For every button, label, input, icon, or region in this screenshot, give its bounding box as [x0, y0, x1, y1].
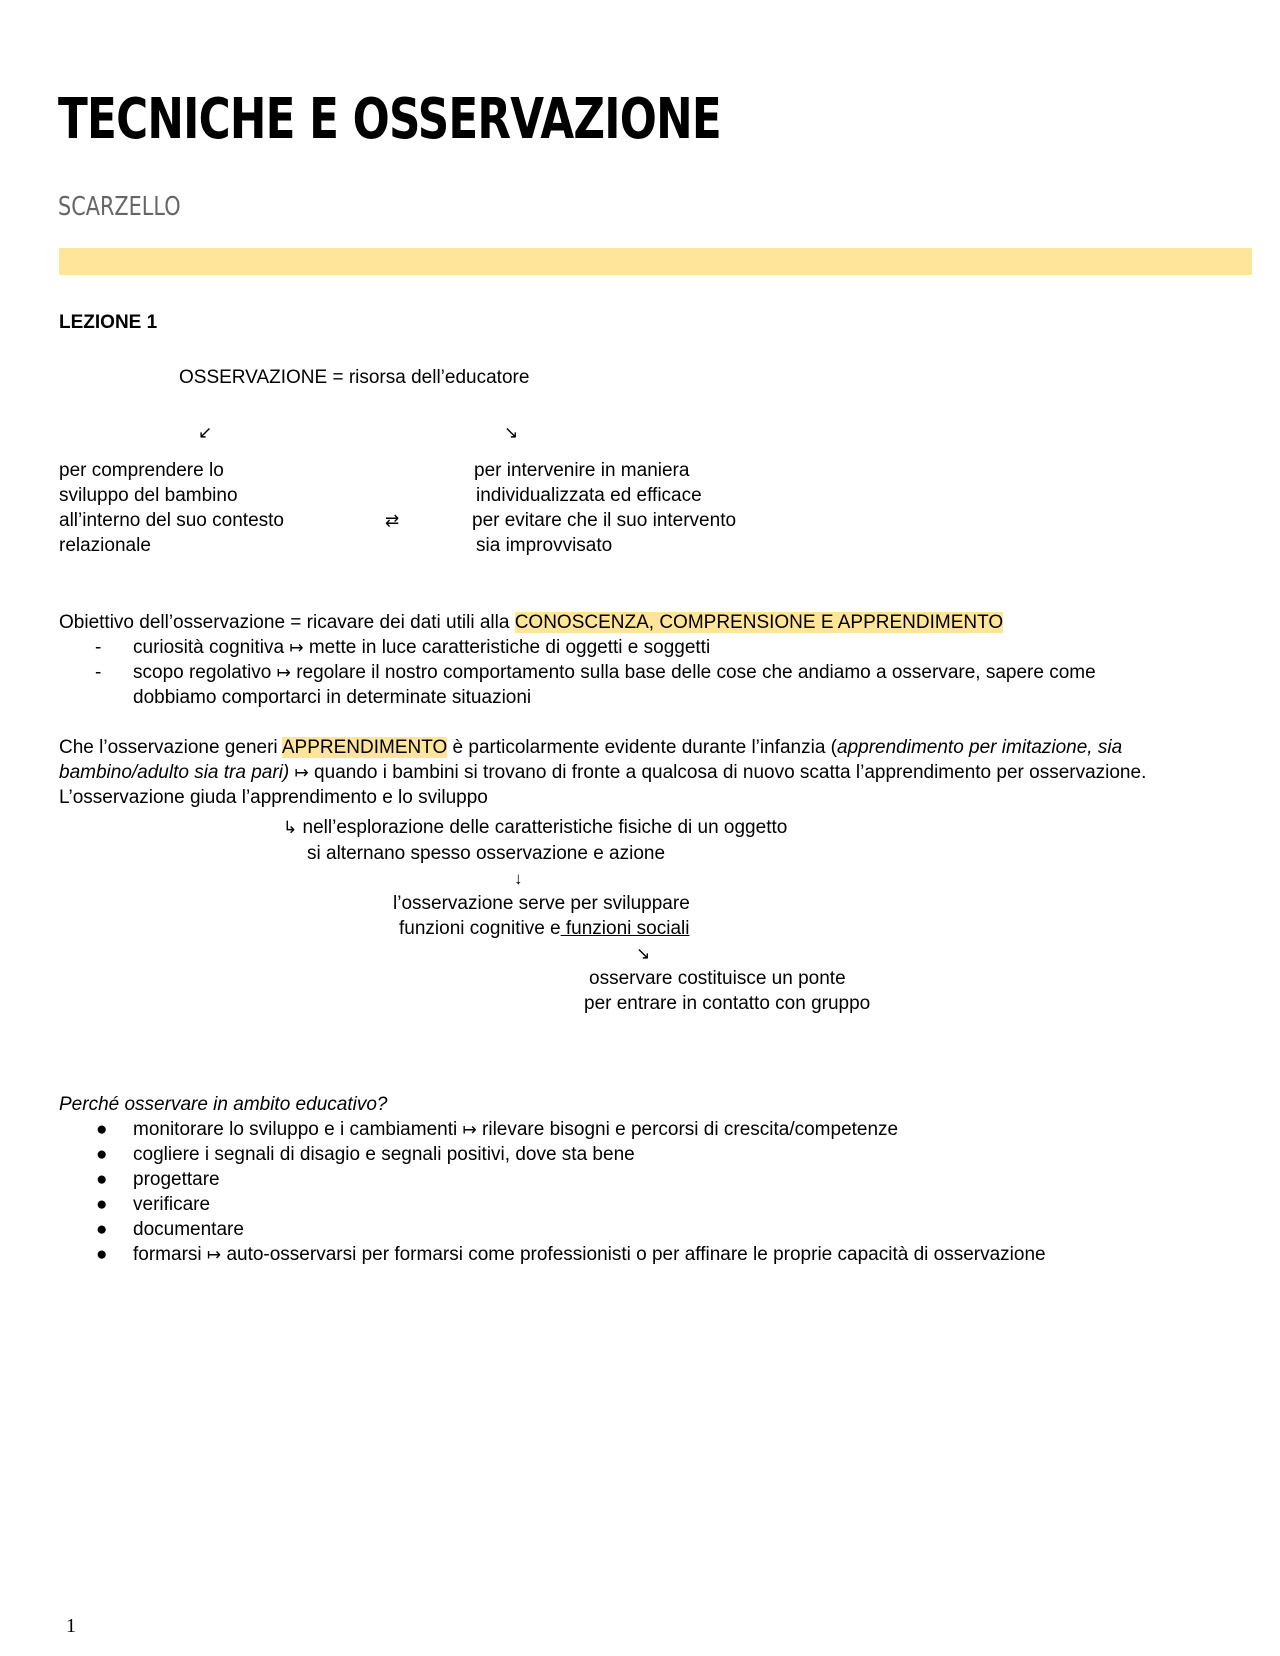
- arrow-down-left-icon: ↙: [198, 423, 213, 442]
- diagram-right-line: sia improvvisato: [476, 535, 613, 556]
- maps-to-arrow-icon: ↦: [206, 1245, 222, 1264]
- turn-right-arrow-icon: ↳: [283, 818, 298, 837]
- why-item: progettare: [133, 1169, 220, 1190]
- learning-text: Che l’osservazione generi: [59, 737, 282, 758]
- why-item-detail: rilevare bisogni e percorsi di crescita/competenze: [482, 1119, 899, 1140]
- objective-text: Obiettivo dell’osservazione = ricavare dei dati utili alla: [59, 612, 515, 633]
- round-bullet: ●: [96, 1219, 108, 1240]
- diagram-center: OSSERVAZIONE = risorsa dell’educatore: [179, 367, 530, 388]
- dash-bullet: -: [95, 637, 102, 658]
- learning-line: [59, 735, 1122, 760]
- objective-item: [133, 660, 1096, 685]
- learning-text: quando i bambini si trovano di fronte a qualcosa di nuovo scatta l’apprendimento per osservazione.: [308, 762, 1147, 783]
- section-heading: LEZIONE 1: [59, 312, 158, 333]
- why-item-text: formarsi: [133, 1244, 202, 1265]
- diagram-left-line: all’interno del suo contesto: [59, 510, 284, 531]
- why-item: cogliere i segnali di disagio e segnali positivi, dove sta bene: [133, 1144, 635, 1165]
- why-item: documentare: [133, 1219, 244, 1240]
- objective-paragraph: [59, 610, 1003, 635]
- round-bullet: ●: [96, 1244, 108, 1265]
- why-item-text: monitorare lo sviluppo e i cambiamenti: [133, 1119, 458, 1140]
- flow-line: [399, 916, 689, 941]
- dash-bullet: -: [95, 662, 102, 683]
- learning-italic: apprendimento per imitazione, sia: [837, 737, 1123, 758]
- flow-underlined: funzioni sociali: [560, 918, 690, 939]
- round-bullet: ●: [96, 1119, 108, 1140]
- objective-item-continuation: dobbiamo comportarci in determinate situazioni: [133, 687, 532, 708]
- diagram-left-line: sviluppo del bambino: [59, 485, 238, 506]
- page-number: 1: [66, 1615, 76, 1637]
- document-subtitle: SCARZELLO: [58, 192, 181, 222]
- flow-text: funzioni cognitive e: [399, 918, 561, 939]
- round-bullet: ●: [96, 1144, 108, 1165]
- flow-line: osservare costituisce un ponte: [589, 968, 846, 989]
- diagram-left-line: per comprendere lo: [59, 460, 224, 481]
- round-bullet: ●: [96, 1169, 108, 1190]
- maps-to-arrow-icon: ↦: [462, 1120, 477, 1139]
- flow-line: l’osservazione serve per sviluppare: [393, 893, 690, 914]
- arrow-down-right-icon: ↘: [504, 423, 519, 442]
- learning-line: L’osservazione giuda l’apprendimento e lo sviluppo: [59, 787, 488, 808]
- arrow-down-right-icon: ↘: [636, 944, 651, 963]
- item-text: mette in luce caratteristiche di oggetti e soggetti: [308, 637, 711, 658]
- diagram-right-line: individualizzata ed efficace: [476, 485, 702, 506]
- why-item: [133, 1242, 1046, 1267]
- item-term: scopo regolativo: [133, 662, 272, 683]
- why-item: verificare: [133, 1194, 211, 1215]
- accent-bar: [59, 248, 1252, 275]
- flow-text: nell’esplorazione delle caratteristiche fisiche di un oggetto: [302, 817, 788, 838]
- swap-arrows-icon: ⇄: [385, 511, 400, 530]
- learning-text: è particolarmente evidente durante l’infanzia (: [447, 737, 837, 758]
- learning-italic: bambino/adulto sia tra pari): [59, 762, 290, 783]
- round-bullet: ●: [96, 1194, 108, 1215]
- why-item-detail: auto-osservarsi per formarsi come professionisti o per affinare le proprie capacità di osservazione: [226, 1244, 1046, 1265]
- item-text: regolare il nostro comportamento sulla base delle cose che andiamo a osservare, sapere come: [296, 662, 1096, 683]
- flow-line: si alternano spesso osservazione e azione: [307, 843, 666, 864]
- objective-item: [133, 635, 710, 660]
- arrow-down-icon: ↓: [514, 869, 523, 888]
- maps-to-arrow-icon: ↦: [289, 638, 304, 657]
- item-term: curiosità cognitiva: [133, 637, 285, 658]
- flow-line: [283, 815, 787, 840]
- learning-line: [59, 760, 1146, 785]
- diagram-left-line: relazionale: [59, 535, 151, 556]
- diagram-right-line: per intervenire in maniera: [474, 460, 690, 481]
- flow-line: per entrare in contatto con gruppo: [584, 993, 871, 1014]
- objective-highlight: CONOSCENZA, COMPRENSIONE E APPRENDIMENTO: [514, 612, 1004, 633]
- why-question: Perché osservare in ambito educativo?: [59, 1094, 388, 1115]
- maps-to-arrow-icon: ↦: [276, 663, 291, 682]
- maps-to-arrow-icon: ↦: [294, 763, 309, 782]
- learning-highlight: APPRENDIMENTO: [281, 737, 448, 758]
- why-item: [133, 1117, 898, 1142]
- diagram-right-line: per evitare che il suo intervento: [472, 510, 737, 531]
- document-title: TECNICHE E OSSERVAZIONE: [58, 87, 721, 152]
